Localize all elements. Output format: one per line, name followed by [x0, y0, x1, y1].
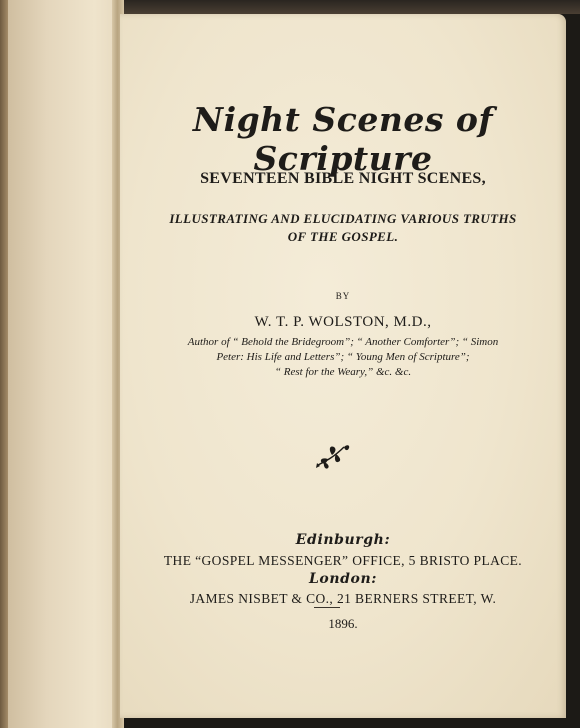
imprint-city-london: London: [308, 571, 378, 587]
author-name: W. T. P. WOLSTON, M.D., [254, 314, 432, 330]
description-line-2: OF THE GOSPEL. [287, 229, 399, 244]
by-label: BY [335, 291, 351, 301]
book-title: Night Scenes of Scripture [192, 100, 494, 178]
imprint-publisher-1: THE “GOSPEL MESSENGER” OFFICE, 5 BRISTO PLACE. [163, 553, 523, 568]
book-subtitle: SEVENTEEN BIBLE NIGHT SCENES, [200, 170, 486, 187]
author-note-line-3: “ Rest for the Weary,” &c. &c. [274, 366, 412, 378]
imprint-city-edinburgh: Edinburgh: [295, 532, 391, 548]
imprint-publisher-2: JAMES NISBET & CO., 21 BERNERS STREET, W. [189, 591, 497, 606]
description-line-1: ILLUSTRATING AND ELUCIDATING VARIOUS TRUTHS [169, 211, 517, 226]
left-cover-edge [0, 0, 8, 728]
author-note-line-1: Author of “ Behold the Bridegroom”; “ Another Comforter”; “ Simon [187, 336, 499, 348]
divider-rule [314, 607, 340, 608]
leaf-sprig-icon [314, 441, 352, 473]
author-note-line-2: Peter: His Life and Letters”; “ Young Men of Scripture”; [216, 351, 470, 363]
publication-year: 1896. [328, 616, 358, 631]
left-page [0, 0, 118, 728]
